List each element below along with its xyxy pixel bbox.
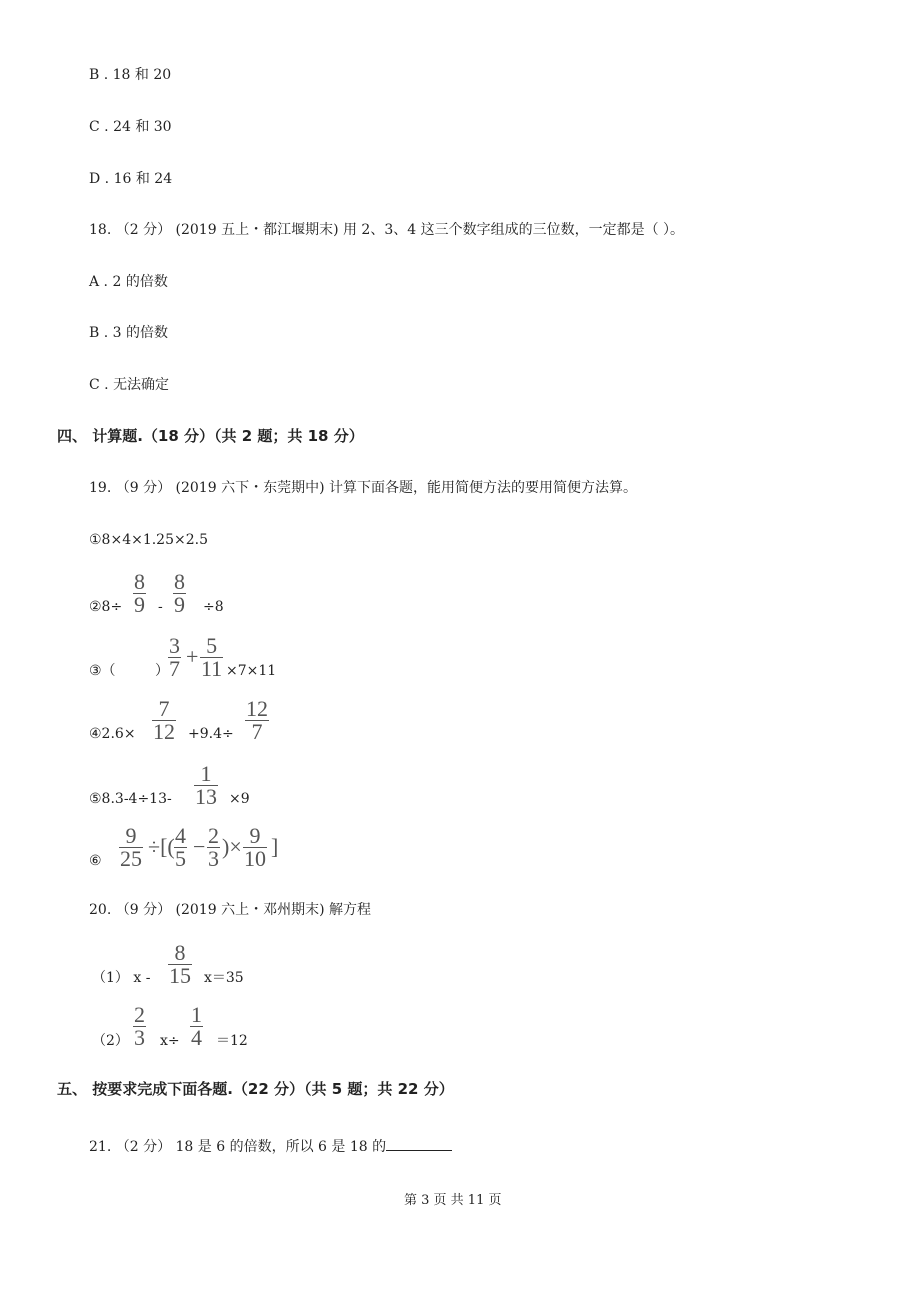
q17-option-b: B . 18 和 20 bbox=[89, 67, 172, 83]
numerator: 9 bbox=[125, 823, 137, 848]
q18-option-c: C . 无法确定 bbox=[89, 377, 170, 393]
q20-part-2-fraction-1 bbox=[133, 1002, 146, 1050]
q19-part-6-op-2: − bbox=[193, 834, 206, 859]
numerator: 8 bbox=[134, 569, 145, 594]
numerator: 12 bbox=[246, 696, 268, 721]
q18-option-a: A . 2 的倍数 bbox=[89, 274, 168, 290]
q19-part-3-suffix: ×7×11 bbox=[226, 663, 277, 679]
q21-stem bbox=[89, 1136, 452, 1156]
q19-part-2-fraction-2 bbox=[173, 569, 186, 617]
q21-stem-text: 21. （2 分） 18 是 6 的倍数，所以 6 是 18 的 bbox=[89, 1139, 387, 1155]
q20-part-2-middle: x÷ bbox=[160, 1033, 180, 1049]
denominator: 9 bbox=[134, 592, 145, 617]
q21-answer-blank[interactable] bbox=[386, 1136, 452, 1151]
numerator: 2 bbox=[208, 823, 219, 848]
denominator: 25 bbox=[120, 846, 142, 871]
section-4-heading: 四、 计算题.（18 分）（共 2 题；共 18 分） bbox=[57, 427, 364, 445]
q19-part-5-fraction bbox=[194, 761, 218, 809]
denominator: 7 bbox=[169, 656, 180, 681]
q19-part-4-prefix: ④2.6× bbox=[89, 726, 136, 742]
denominator: 11 bbox=[201, 656, 223, 681]
q19-part-2-prefix: ②8÷ bbox=[89, 599, 123, 615]
q20-part-1-suffix: x＝35 bbox=[204, 970, 244, 986]
denominator: 15 bbox=[169, 963, 191, 988]
q19-part-4-fraction-1 bbox=[152, 696, 176, 744]
q19-part-6-fraction-2 bbox=[174, 823, 187, 871]
q18-stem: 18. （2 分） (2019 五上・都江堰期末) 用 2、3、4 这三个数字组成的三位数，一定都是（ ）。 bbox=[89, 222, 685, 238]
denominator: 13 bbox=[195, 784, 217, 809]
page-footer: 第 3 页 共 11 页 bbox=[404, 1193, 502, 1208]
q19-part-6-fraction-3 bbox=[207, 823, 220, 871]
q20-part-2-prefix: （2） bbox=[92, 1033, 129, 1049]
denominator: 5 bbox=[175, 846, 186, 871]
q19-part-3-plus: + bbox=[186, 644, 199, 669]
q20-part-1-fraction bbox=[168, 940, 192, 988]
q19-part-6-prefix: ⑥ bbox=[89, 853, 102, 869]
q20-part-1-prefix: （1） x - bbox=[92, 970, 151, 986]
numerator: 2 bbox=[134, 1002, 145, 1027]
q19-part-6-op-1: ÷[( bbox=[148, 834, 175, 859]
q19-part-4-fraction-2 bbox=[245, 696, 269, 744]
numerator: 1 bbox=[191, 1002, 202, 1027]
q18-option-b: B . 3 的倍数 bbox=[89, 325, 168, 341]
q19-part-1: ①8×4×1.25×2.5 bbox=[89, 532, 208, 548]
q19-part-3-close-paren: ） bbox=[155, 663, 169, 679]
q19-part-6-fraction-4 bbox=[243, 823, 267, 871]
denominator: 7 bbox=[251, 719, 263, 744]
q17-option-c: C . 24 和 30 bbox=[89, 119, 172, 135]
q19-part-5-suffix: ×9 bbox=[229, 791, 250, 807]
numerator: 7 bbox=[158, 696, 170, 721]
q19-part-3-fraction-1 bbox=[168, 633, 181, 681]
q19-part-4-middle: +9.4÷ bbox=[188, 726, 234, 742]
numerator: 8 bbox=[174, 940, 186, 965]
numerator: 1 bbox=[200, 761, 212, 786]
q20-stem: 20. （9 分） (2019 六上・邓州期末) 解方程 bbox=[89, 902, 371, 918]
q19-part-6-close: ] bbox=[271, 834, 279, 859]
denominator: 4 bbox=[191, 1025, 202, 1050]
q19-part-3-fraction-2 bbox=[200, 633, 223, 681]
q19-part-2-fraction-1 bbox=[133, 569, 146, 617]
numerator: 3 bbox=[169, 633, 180, 658]
q17-option-d: D . 16 和 24 bbox=[89, 171, 173, 187]
denominator: 10 bbox=[244, 846, 266, 871]
numerator: 9 bbox=[249, 823, 261, 848]
q19-stem: 19. （9 分） (2019 六下・东莞期中) 计算下面各题，能用简便方法的要用简便方法算。 bbox=[89, 480, 637, 496]
q20-part-2-suffix: ＝12 bbox=[216, 1033, 248, 1049]
q19-part-2-suffix: ÷8 bbox=[203, 599, 224, 615]
q20-part-2-fraction-2 bbox=[190, 1002, 203, 1050]
q19-part-5-prefix: ⑤8.3-4÷13- bbox=[89, 791, 172, 807]
numerator: 4 bbox=[175, 823, 186, 848]
denominator: 9 bbox=[174, 592, 185, 617]
section-5-heading: 五、 按要求完成下面各题.（22 分）（共 5 题；共 22 分） bbox=[57, 1080, 454, 1098]
numerator: 5 bbox=[206, 633, 218, 658]
denominator: 3 bbox=[134, 1025, 145, 1050]
q19-part-6-fraction-1 bbox=[119, 823, 143, 871]
q19-part-2-minus: - bbox=[158, 599, 163, 615]
q19-part-3-prefix: ③（ bbox=[89, 663, 116, 679]
denominator: 12 bbox=[153, 719, 175, 744]
q19-part-6-op-3: )× bbox=[222, 834, 242, 859]
denominator: 3 bbox=[208, 846, 219, 871]
numerator: 8 bbox=[174, 569, 185, 594]
